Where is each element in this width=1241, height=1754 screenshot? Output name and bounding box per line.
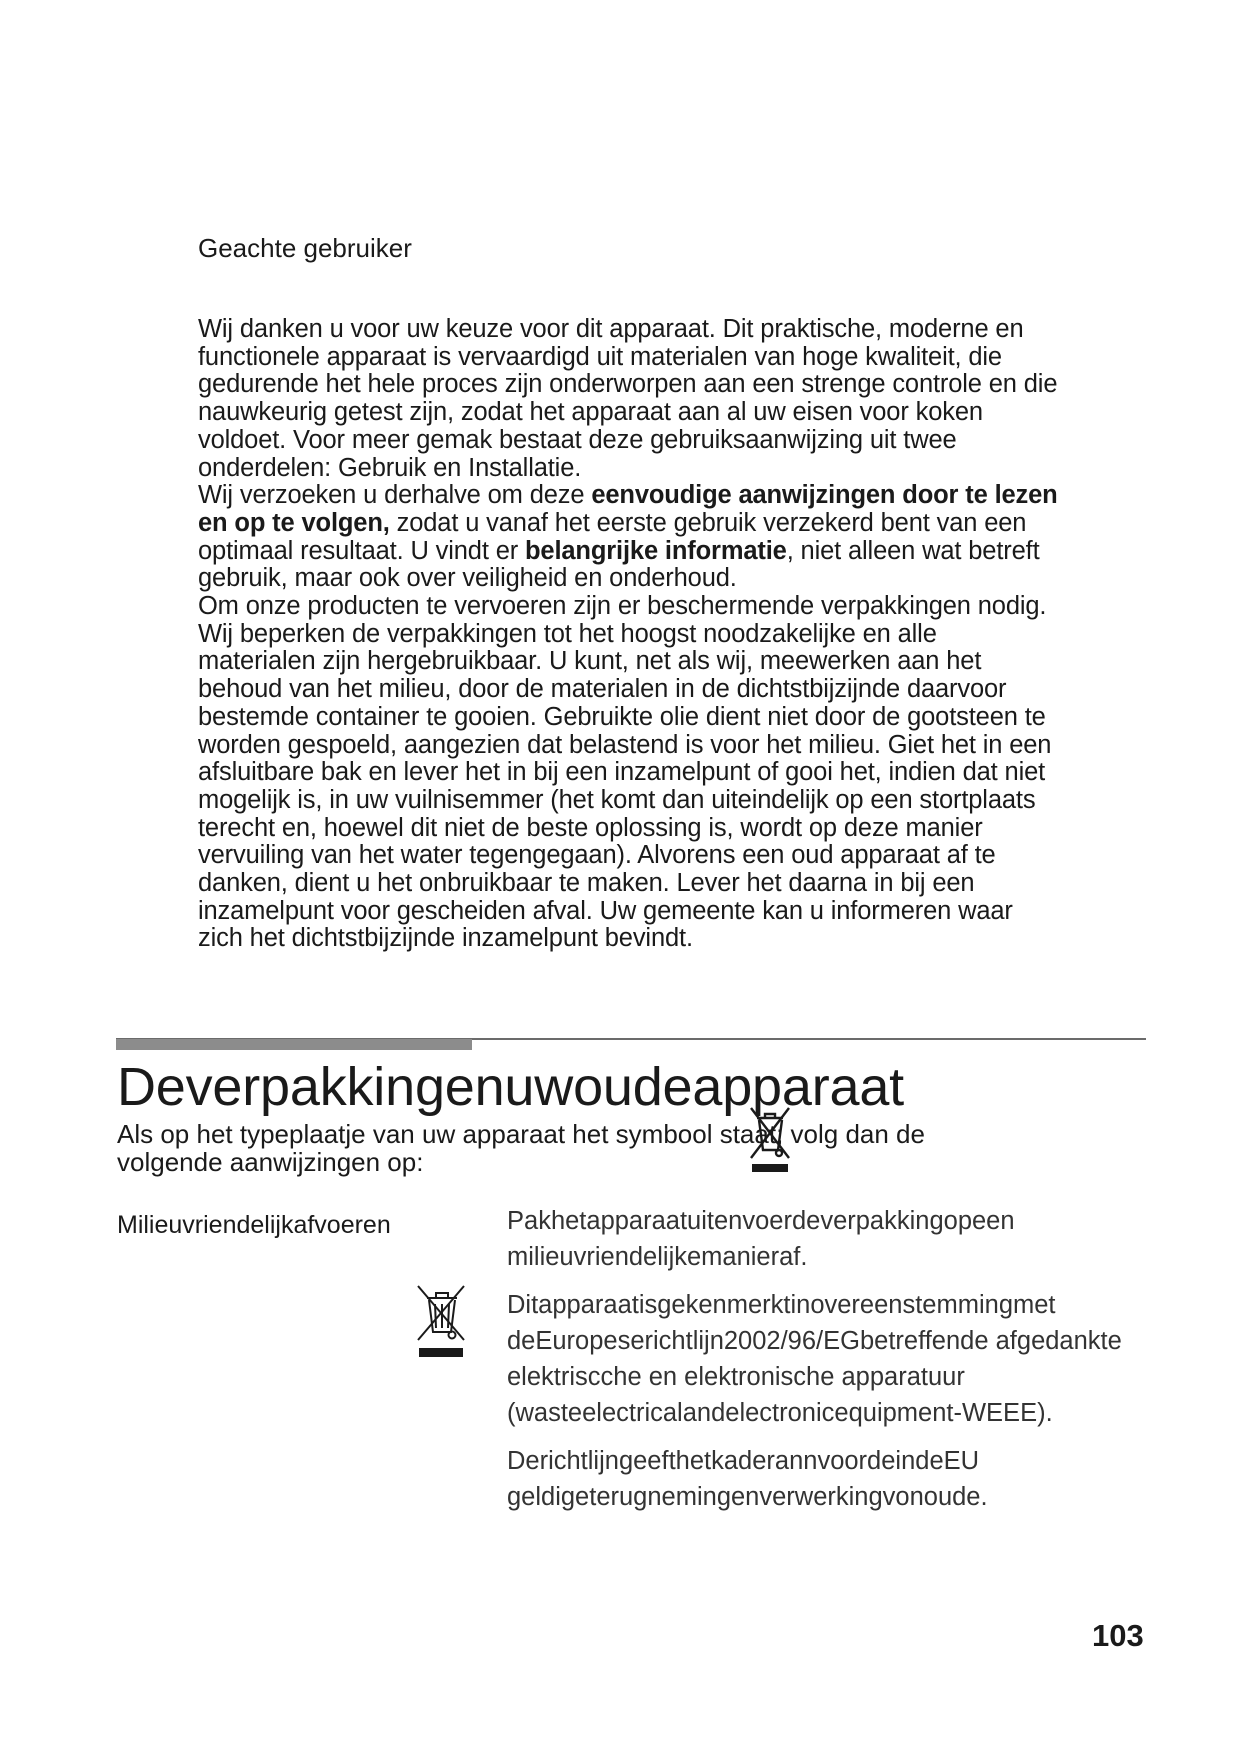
intro-p2-middle: zodat u vanaf het eerste gebruik verzekerd bent van een optimaal resultaat. U vindt er <box>198 508 1027 565</box>
intro-p2-emphasis-2: belangrijke informatie <box>525 536 787 565</box>
weee-bin-icon <box>748 1106 792 1174</box>
disposal-text <box>507 1203 1147 1527</box>
disposal-paragraph-1: Pakhetapparaatuitenvoerdeverpakkingopeen milieuvriendelijkemanieraf. <box>507 1207 1015 1271</box>
disposal-heading: Milieuvriendelijkafvoeren <box>117 1211 391 1239</box>
page-number: 103 <box>1092 1618 1144 1653</box>
section-lead: Als op het typeplaatje van uw apparaat het symbool staat; volg dan de volgende aanwijzingen op: <box>117 1119 925 1177</box>
weee-bin-icon <box>413 1282 469 1360</box>
section-divider-accent <box>116 1039 472 1050</box>
intro-text <box>198 316 1058 953</box>
intro-paragraph-2 <box>198 481 1058 592</box>
disposal-paragraph-3: DerichtlijngeefthetkaderannvoordeindeEU geldigeterugnemingenverwerkingvonoude. <box>507 1447 988 1511</box>
disposal-paragraph-2: Ditapparaatisgekenmerktinovereenstemmingmet deEuropeserichtlijn2002/96/EGbetreffende afgedankte elektrisсche en elektronische apparatuur (wasteelectricalandelectronicequipment-WEEE). <box>507 1291 1122 1427</box>
intro-p2-start: Wij verzoeken u derhalve om deze <box>198 481 592 510</box>
intro-paragraph-1: Wij danken u voor uw keuze voor dit apparaat. Dit praktische, moderne en functionele apparaat is vervaardigd uit materialen van hoge kwaliteit, die gedurende het hele proces zijn onderworpen aan een strenge controle en die nauwkeurig getest zijn, zodat het apparaat aan al uw eisen voor koken voldoet. Voor meer gemak bestaat deze gebruiksaanwijzing uit twee onderdelen: Gebruik en Installatie. <box>198 315 1058 482</box>
intro-paragraph-3: Om onze producten te vervoeren zijn er beschermende verpakkingen nodig. Wij beperken de verpakkingen tot het hoogst noodzakelijke en alle materialen zijn hergebruikbaar. U kunt, net als wij, meewerken aan het behoud van het milieu, door de materialen in de dichtstbijzijnde daarvoor bestemde container te gooien. Gebruikte olie dient niet door de gootsteen te worden gespoeld, aangezien dat belastend is voor het milieu. Giet het in een afsluitbare bak en lever het in bij een inzamelpunt of gooi het, indien dat niet mogelijk is, in uw vuilnisemmer (het komt dan uiteindelijk op een stortplaats terecht en, hoewel dit niet de beste oplossing is, wordt op deze manier vervuiling van het water tegengegaan). Alvorens een oud apparaat af te danken, dient u het onbruikbaar te maken. Lever het daarna in bij een inzamelpunt voor gescheiden afval. Uw gemeente kan u informeren waar zich het dichtstbijzijnde inzamelpunt bevindt. <box>198 592 1052 953</box>
intro-p2-emphasis-1: eenvoudige aanwijzingen door te lezen en op te volgen, <box>198 481 1058 537</box>
section-title: Deverpakkingenuwoudeapparaat <box>117 1057 904 1117</box>
intro-p2-end: , niet alleen wat betreft gebruik, maar ook over veiligheid en onderhoud. <box>198 536 1040 593</box>
salutation: Geachte gebruiker <box>198 233 412 263</box>
